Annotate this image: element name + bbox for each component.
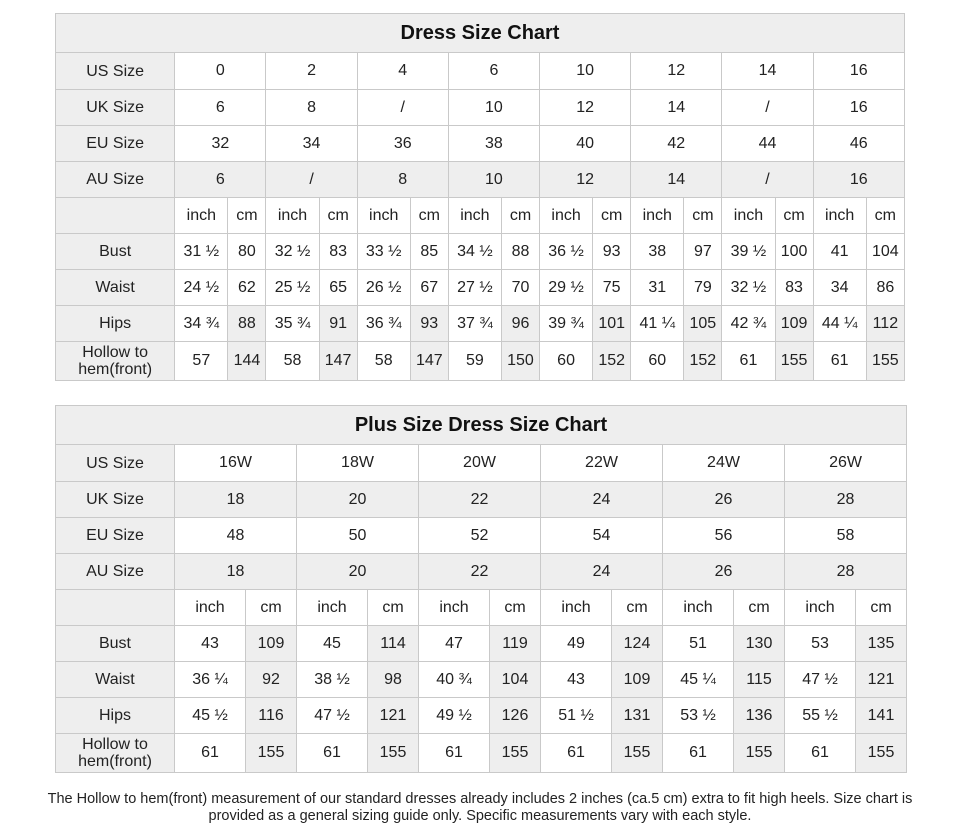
cm-value-cell: 109 bbox=[612, 662, 663, 698]
unit-inch-header: inch bbox=[266, 198, 319, 234]
inch-value-cell: 53 bbox=[785, 626, 856, 662]
size-cell: 16 bbox=[813, 162, 904, 198]
cm-value-cell: 92 bbox=[246, 662, 297, 698]
inch-value-cell: 26 ½ bbox=[357, 270, 410, 306]
unit-cm-header: cm bbox=[228, 198, 266, 234]
size-cell: 20 bbox=[297, 482, 419, 518]
unit-cm-header: cm bbox=[593, 198, 631, 234]
inch-value-cell: 61 bbox=[541, 734, 612, 773]
unit-cm-header: cm bbox=[368, 590, 419, 626]
inch-value-cell: 42 ¾ bbox=[722, 306, 775, 342]
inch-value-cell: 36 ¼ bbox=[175, 662, 246, 698]
measurement-label: Bust bbox=[56, 234, 175, 270]
inch-value-cell: 38 ½ bbox=[297, 662, 368, 698]
row-label: AU Size bbox=[56, 162, 175, 198]
size-cell: / bbox=[357, 90, 448, 126]
size-cell: 10 bbox=[448, 162, 539, 198]
cm-value-cell: 116 bbox=[246, 698, 297, 734]
cm-value-cell: 119 bbox=[490, 626, 541, 662]
unit-cm-header: cm bbox=[612, 590, 663, 626]
inch-value-cell: 55 ½ bbox=[785, 698, 856, 734]
inch-value-cell: 57 bbox=[175, 342, 228, 381]
measurement-row bbox=[56, 626, 907, 662]
cm-value-cell: 152 bbox=[593, 342, 631, 381]
cm-value-cell: 155 bbox=[246, 734, 297, 773]
size-cell: 6 bbox=[175, 162, 266, 198]
size-cell: 24W bbox=[663, 445, 785, 482]
cm-value-cell: 124 bbox=[612, 626, 663, 662]
unit-inch-header: inch bbox=[785, 590, 856, 626]
cm-value-cell: 96 bbox=[501, 306, 539, 342]
cm-value-cell: 114 bbox=[368, 626, 419, 662]
measurement-row bbox=[56, 342, 905, 381]
inch-value-cell: 32 ½ bbox=[722, 270, 775, 306]
inch-value-cell: 58 bbox=[266, 342, 319, 381]
inch-value-cell: 38 bbox=[631, 234, 684, 270]
unit-inch-header: inch bbox=[357, 198, 410, 234]
cm-value-cell: 112 bbox=[866, 306, 904, 342]
row-label: EU Size bbox=[56, 126, 175, 162]
row-label: AU Size bbox=[56, 554, 175, 590]
size-cell: 28 bbox=[785, 554, 907, 590]
cm-value-cell: 83 bbox=[319, 234, 357, 270]
chart-title: Plus Size Dress Size Chart bbox=[56, 406, 907, 445]
unit-inch-header: inch bbox=[297, 590, 368, 626]
unit-cm-header: cm bbox=[734, 590, 785, 626]
inch-value-cell: 27 ½ bbox=[448, 270, 501, 306]
size-cell: 16W bbox=[175, 445, 297, 482]
inch-value-cell: 47 ½ bbox=[297, 698, 368, 734]
cm-value-cell: 109 bbox=[246, 626, 297, 662]
inch-value-cell: 34 ½ bbox=[448, 234, 501, 270]
measurement-row bbox=[56, 734, 907, 773]
size-cell: 50 bbox=[297, 518, 419, 554]
cm-value-cell: 155 bbox=[734, 734, 785, 773]
us-size-row bbox=[56, 445, 907, 482]
size-cell: 2 bbox=[266, 53, 357, 90]
cm-value-cell: 98 bbox=[368, 662, 419, 698]
cm-value-cell: 109 bbox=[775, 306, 813, 342]
cm-value-cell: 130 bbox=[734, 626, 785, 662]
cm-value-cell: 93 bbox=[410, 306, 448, 342]
unit-row bbox=[56, 198, 905, 234]
inch-value-cell: 47 bbox=[419, 626, 490, 662]
chart-title: Dress Size Chart bbox=[56, 14, 905, 53]
unit-cm-header: cm bbox=[246, 590, 297, 626]
cm-value-cell: 136 bbox=[734, 698, 785, 734]
size-cell: 12 bbox=[540, 162, 631, 198]
size-cell: 58 bbox=[785, 518, 907, 554]
inch-value-cell: 41 bbox=[813, 234, 866, 270]
size-cell: 12 bbox=[631, 53, 722, 90]
inch-value-cell: 35 ¾ bbox=[266, 306, 319, 342]
size-cell: 20 bbox=[297, 554, 419, 590]
measurement-row bbox=[56, 306, 905, 342]
cm-value-cell: 155 bbox=[775, 342, 813, 381]
inch-value-cell: 61 bbox=[419, 734, 490, 773]
unit-cm-header: cm bbox=[410, 198, 448, 234]
size-cell: 18W bbox=[297, 445, 419, 482]
size-cell: 28 bbox=[785, 482, 907, 518]
unit-inch-header: inch bbox=[448, 198, 501, 234]
unit-cm-header: cm bbox=[501, 198, 539, 234]
row-label: UK Size bbox=[56, 90, 175, 126]
size-cell: 24 bbox=[541, 482, 663, 518]
unit-inch-header: inch bbox=[419, 590, 490, 626]
inch-value-cell: 41 ¼ bbox=[631, 306, 684, 342]
size-cell: / bbox=[722, 162, 813, 198]
cm-value-cell: 152 bbox=[684, 342, 722, 381]
size-cell: 24 bbox=[541, 554, 663, 590]
cm-value-cell: 88 bbox=[501, 234, 539, 270]
inch-value-cell: 34 ¾ bbox=[175, 306, 228, 342]
size-cell: 22 bbox=[419, 554, 541, 590]
cm-value-cell: 101 bbox=[593, 306, 631, 342]
eu-size-row bbox=[56, 518, 907, 554]
cm-value-cell: 121 bbox=[856, 662, 907, 698]
size-cell: 26W bbox=[785, 445, 907, 482]
size-cell: 4 bbox=[357, 53, 448, 90]
cm-value-cell: 105 bbox=[684, 306, 722, 342]
size-cell: 46 bbox=[813, 126, 904, 162]
inch-value-cell: 33 ½ bbox=[357, 234, 410, 270]
size-cell: 14 bbox=[631, 90, 722, 126]
measurement-label-line-2: hem(front) bbox=[78, 753, 152, 770]
size-cell: 18 bbox=[175, 482, 297, 518]
cm-value-cell: 88 bbox=[228, 306, 266, 342]
inch-value-cell: 61 bbox=[722, 342, 775, 381]
cm-value-cell: 155 bbox=[866, 342, 904, 381]
inch-value-cell: 49 ½ bbox=[419, 698, 490, 734]
inch-value-cell: 45 ¼ bbox=[663, 662, 734, 698]
size-cell: 56 bbox=[663, 518, 785, 554]
footnote-line-1: The Hollow to hem(front) measurement of our standard dresses already includes 2 inches (ca.5 cm) extra to fit high heels. Size chart is bbox=[47, 791, 913, 807]
cm-value-cell: 144 bbox=[228, 342, 266, 381]
unit-inch-header: inch bbox=[175, 198, 228, 234]
inch-value-cell: 29 ½ bbox=[540, 270, 593, 306]
footnote bbox=[20, 791, 940, 825]
size-cell: 44 bbox=[722, 126, 813, 162]
size-cell: 34 bbox=[266, 126, 357, 162]
size-cell: 12 bbox=[540, 90, 631, 126]
unit-inch-header: inch bbox=[175, 590, 246, 626]
unit-inch-header: inch bbox=[631, 198, 684, 234]
size-cell: 40 bbox=[540, 126, 631, 162]
us-size-row bbox=[56, 53, 905, 90]
size-cell: 6 bbox=[448, 53, 539, 90]
inch-value-cell: 37 ¾ bbox=[448, 306, 501, 342]
inch-value-cell: 58 bbox=[357, 342, 410, 381]
inch-value-cell: 59 bbox=[448, 342, 501, 381]
size-cell: 42 bbox=[631, 126, 722, 162]
size-cell: 8 bbox=[357, 162, 448, 198]
size-cell: 26 bbox=[663, 482, 785, 518]
size-cell: 26 bbox=[663, 554, 785, 590]
cm-value-cell: 79 bbox=[684, 270, 722, 306]
inch-value-cell: 43 bbox=[175, 626, 246, 662]
cm-value-cell: 80 bbox=[228, 234, 266, 270]
inch-value-cell: 60 bbox=[540, 342, 593, 381]
cm-value-cell: 155 bbox=[612, 734, 663, 773]
inch-value-cell: 31 bbox=[631, 270, 684, 306]
unit-cm-header: cm bbox=[856, 590, 907, 626]
size-cell: 8 bbox=[266, 90, 357, 126]
footnote-line-2: provided as a general sizing guide only. Specific measurements vary with each style. bbox=[208, 808, 752, 824]
unit-row bbox=[56, 590, 907, 626]
unit-inch-header: inch bbox=[813, 198, 866, 234]
measurement-label-line-2: hem(front) bbox=[78, 361, 153, 378]
cm-value-cell: 135 bbox=[856, 626, 907, 662]
unit-inch-header: inch bbox=[663, 590, 734, 626]
inch-value-cell: 53 ½ bbox=[663, 698, 734, 734]
inch-value-cell: 45 ½ bbox=[175, 698, 246, 734]
size-cell: 10 bbox=[540, 53, 631, 90]
cm-value-cell: 126 bbox=[490, 698, 541, 734]
size-cell: 48 bbox=[175, 518, 297, 554]
size-cell: 6 bbox=[175, 90, 266, 126]
unit-cm-header: cm bbox=[775, 198, 813, 234]
cm-value-cell: 62 bbox=[228, 270, 266, 306]
row-label: UK Size bbox=[56, 482, 175, 518]
empty-label-cell bbox=[56, 198, 175, 234]
inch-value-cell: 60 bbox=[631, 342, 684, 381]
inch-value-cell: 36 ¾ bbox=[357, 306, 410, 342]
cm-value-cell: 131 bbox=[612, 698, 663, 734]
cm-value-cell: 67 bbox=[410, 270, 448, 306]
size-cell: 16 bbox=[813, 53, 904, 90]
cm-value-cell: 70 bbox=[501, 270, 539, 306]
row-label: US Size bbox=[56, 53, 175, 90]
cm-value-cell: 104 bbox=[490, 662, 541, 698]
cm-value-cell: 86 bbox=[866, 270, 904, 306]
size-cell: 32 bbox=[175, 126, 266, 162]
size-cell: / bbox=[722, 90, 813, 126]
size-cell: 38 bbox=[448, 126, 539, 162]
unit-inch-header: inch bbox=[540, 198, 593, 234]
inch-value-cell: 34 bbox=[813, 270, 866, 306]
size-cell: 52 bbox=[419, 518, 541, 554]
cm-value-cell: 85 bbox=[410, 234, 448, 270]
measurement-row bbox=[56, 698, 907, 734]
size-cell: 36 bbox=[357, 126, 448, 162]
cm-value-cell: 150 bbox=[501, 342, 539, 381]
size-cell: 20W bbox=[419, 445, 541, 482]
size-cell: 22W bbox=[541, 445, 663, 482]
measurement-label: Hips bbox=[56, 306, 175, 342]
eu-size-row bbox=[56, 126, 905, 162]
au-size-row bbox=[56, 162, 905, 198]
size-cell: 22 bbox=[419, 482, 541, 518]
uk-size-row bbox=[56, 90, 905, 126]
size-cell: / bbox=[266, 162, 357, 198]
size-cell: 14 bbox=[631, 162, 722, 198]
inch-value-cell: 31 ½ bbox=[175, 234, 228, 270]
cm-value-cell: 93 bbox=[593, 234, 631, 270]
cm-value-cell: 104 bbox=[866, 234, 904, 270]
plus-size-dress-size-chart bbox=[55, 405, 907, 773]
inch-value-cell: 44 ¼ bbox=[813, 306, 866, 342]
unit-cm-header: cm bbox=[319, 198, 357, 234]
inch-value-cell: 51 ½ bbox=[541, 698, 612, 734]
cm-value-cell: 155 bbox=[856, 734, 907, 773]
inch-value-cell: 61 bbox=[663, 734, 734, 773]
size-cell: 0 bbox=[175, 53, 266, 90]
measurement-label: Waist bbox=[56, 662, 175, 698]
cm-value-cell: 155 bbox=[490, 734, 541, 773]
row-label: EU Size bbox=[56, 518, 175, 554]
inch-value-cell: 61 bbox=[297, 734, 368, 773]
unit-cm-header: cm bbox=[684, 198, 722, 234]
measurement-label bbox=[56, 342, 175, 381]
measurement-label: Waist bbox=[56, 270, 175, 306]
size-cell: 14 bbox=[722, 53, 813, 90]
size-cell: 10 bbox=[448, 90, 539, 126]
measurement-row bbox=[56, 234, 905, 270]
unit-cm-header: cm bbox=[866, 198, 904, 234]
size-cell: 16 bbox=[813, 90, 904, 126]
cm-value-cell: 141 bbox=[856, 698, 907, 734]
inch-value-cell: 61 bbox=[175, 734, 246, 773]
unit-inch-header: inch bbox=[541, 590, 612, 626]
size-cell: 54 bbox=[541, 518, 663, 554]
unit-inch-header: inch bbox=[722, 198, 775, 234]
cm-value-cell: 97 bbox=[684, 234, 722, 270]
inch-value-cell: 45 bbox=[297, 626, 368, 662]
size-cell: 18 bbox=[175, 554, 297, 590]
au-size-row bbox=[56, 554, 907, 590]
unit-cm-header: cm bbox=[490, 590, 541, 626]
cm-value-cell: 147 bbox=[410, 342, 448, 381]
cm-value-cell: 75 bbox=[593, 270, 631, 306]
measurement-label: Bust bbox=[56, 626, 175, 662]
dress-size-chart bbox=[55, 13, 905, 381]
inch-value-cell: 40 ¾ bbox=[419, 662, 490, 698]
cm-value-cell: 155 bbox=[368, 734, 419, 773]
inch-value-cell: 39 ¾ bbox=[540, 306, 593, 342]
inch-value-cell: 25 ½ bbox=[266, 270, 319, 306]
measurement-row bbox=[56, 270, 905, 306]
measurement-label-line-1: Hollow to bbox=[82, 344, 149, 361]
cm-value-cell: 147 bbox=[319, 342, 357, 381]
inch-value-cell: 39 ½ bbox=[722, 234, 775, 270]
inch-value-cell: 51 bbox=[663, 626, 734, 662]
inch-value-cell: 32 ½ bbox=[266, 234, 319, 270]
measurement-label: Hips bbox=[56, 698, 175, 734]
inch-value-cell: 43 bbox=[541, 662, 612, 698]
inch-value-cell: 61 bbox=[813, 342, 866, 381]
inch-value-cell: 47 ½ bbox=[785, 662, 856, 698]
inch-value-cell: 36 ½ bbox=[540, 234, 593, 270]
cm-value-cell: 83 bbox=[775, 270, 813, 306]
inch-value-cell: 24 ½ bbox=[175, 270, 228, 306]
cm-value-cell: 121 bbox=[368, 698, 419, 734]
inch-value-cell: 61 bbox=[785, 734, 856, 773]
inch-value-cell: 49 bbox=[541, 626, 612, 662]
measurement-label-line-1: Hollow to bbox=[82, 736, 148, 753]
cm-value-cell: 65 bbox=[319, 270, 357, 306]
cm-value-cell: 115 bbox=[734, 662, 785, 698]
empty-label-cell bbox=[56, 590, 175, 626]
row-label: US Size bbox=[56, 445, 175, 482]
measurement-row bbox=[56, 662, 907, 698]
uk-size-row bbox=[56, 482, 907, 518]
measurement-label bbox=[56, 734, 175, 773]
cm-value-cell: 91 bbox=[319, 306, 357, 342]
cm-value-cell: 100 bbox=[775, 234, 813, 270]
